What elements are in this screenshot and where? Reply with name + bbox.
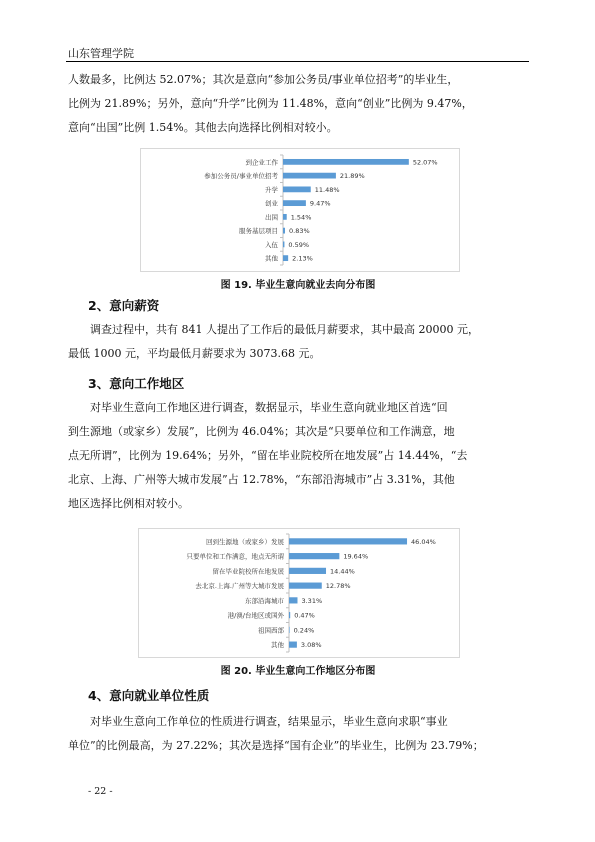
figure-caption-19: 图 19. 毕业生意向就业去向分布图 bbox=[220, 280, 376, 291]
data-label: 0.24% bbox=[293, 626, 315, 635]
data-label: 19.64% bbox=[343, 552, 369, 561]
bar bbox=[283, 214, 287, 220]
text-line: 地区选择比例相对较小。 bbox=[68, 497, 189, 510]
data-label: 3.08% bbox=[300, 641, 322, 650]
chart-frame-20 bbox=[138, 528, 460, 658]
text-line: 对毕业生意向工作地区进行调查，数据显示，毕业生意向就业地区首选“回 bbox=[90, 401, 448, 414]
data-label: 14.44% bbox=[330, 567, 355, 576]
text-line: 对毕业生意向工作单位的性质进行调查，结果显示，毕业生意向求职“事业 bbox=[90, 715, 448, 728]
bar bbox=[283, 173, 336, 179]
data-label: 12.78% bbox=[325, 582, 351, 591]
data-label: 9.47% bbox=[309, 199, 331, 208]
destination-bar-chart bbox=[141, 149, 459, 271]
data-label: 52.07% bbox=[412, 158, 438, 167]
category-label: 回到生源地（或家乡）发展 bbox=[206, 537, 284, 546]
text-line: 北京、上海、广州等大城市发展”占 12.78%，“东部沿海城市”占 3.31%，其他 bbox=[68, 473, 455, 486]
category-label: 其他 bbox=[265, 254, 278, 263]
data-label: 3.31% bbox=[301, 596, 323, 605]
category-label: 东部沿海城市 bbox=[245, 596, 284, 605]
category-label: 出国 bbox=[265, 213, 278, 222]
section-heading-salary: 2、意向薪资 bbox=[88, 298, 160, 313]
text-line: 点无所谓”，比例为 19.64%；另外，“留在毕业院校所在地发展”占 14.44%，“去 bbox=[68, 449, 468, 462]
category-label: 其他 bbox=[271, 641, 284, 650]
category-label: 服务基层项目 bbox=[239, 227, 278, 236]
section-heading-unit-type: 4、意向就业单位性质 bbox=[88, 688, 210, 703]
bar bbox=[289, 583, 322, 589]
page-number: - 22 - bbox=[88, 786, 113, 797]
category-label: 港/澳/台地区或国外 bbox=[227, 611, 284, 620]
text-line: 到生源地（或家乡）发展”，比例为 46.04%；其次是“只要单位和工作满意，地 bbox=[68, 425, 455, 438]
category-label: 到企业工作 bbox=[245, 158, 278, 167]
category-label: 参加公务员/事业单位招考 bbox=[204, 172, 278, 181]
category-label: 入伍 bbox=[265, 240, 278, 249]
bar bbox=[283, 159, 409, 165]
bar bbox=[289, 612, 290, 618]
bar bbox=[289, 597, 297, 603]
category-label: 只要单位和工作满意，地点无所谓 bbox=[186, 552, 284, 561]
category-label: 升学 bbox=[265, 185, 278, 194]
header-rule bbox=[66, 61, 529, 62]
bar bbox=[283, 228, 285, 234]
bar bbox=[283, 255, 288, 261]
header-title: 山东管理学院 bbox=[68, 47, 134, 60]
data-label: 46.04% bbox=[411, 537, 436, 546]
data-label: 21.89% bbox=[339, 172, 365, 181]
category-label: 去北京.上海.广州等大城市发展 bbox=[195, 582, 284, 591]
category-label: 留在毕业院校所在地发展 bbox=[212, 567, 284, 576]
data-label: 0.47% bbox=[294, 611, 315, 620]
bar bbox=[289, 538, 407, 544]
bar bbox=[289, 627, 290, 633]
region-bar-chart bbox=[139, 529, 459, 657]
data-label: 0.83% bbox=[289, 227, 310, 236]
text-line: 单位”的比例最高，为 27.22%；其次是选择“国有企业”的毕业生，比例为 23.79%； bbox=[68, 739, 484, 752]
text-line: 调查过程中，共有 841 人提出了工作后的最低月薪要求，其中最高 20000 元， bbox=[90, 323, 479, 336]
bar bbox=[289, 553, 339, 559]
bar bbox=[283, 200, 306, 206]
data-label: 2.13% bbox=[292, 254, 313, 263]
data-label: 11.48% bbox=[314, 185, 340, 194]
chart-frame-19 bbox=[140, 148, 460, 272]
text-line: 人数最多，比例达 52.07%；其次是意向“参加公务员/事业单位招考”的毕业生， bbox=[68, 73, 459, 86]
bar bbox=[283, 186, 311, 192]
figure-caption-20: 图 20. 毕业生意向工作地区分布图 bbox=[220, 666, 376, 677]
section-heading-region: 3、意向工作地区 bbox=[88, 376, 185, 391]
bar bbox=[289, 568, 326, 574]
text-line: 最低 1000 元，平均最低月薪要求为 3073.68 元。 bbox=[68, 347, 321, 360]
category-label: 创业 bbox=[265, 199, 278, 208]
category-label: 祖国西部 bbox=[258, 626, 284, 635]
bar bbox=[283, 241, 284, 247]
text-line: 意向“出国”比例 1.54%。其他去向选择比例相对较小。 bbox=[68, 121, 338, 134]
data-label: 1.54% bbox=[290, 213, 312, 222]
data-label: 0.59% bbox=[288, 240, 310, 249]
text-line: 比例为 21.89%；另外，意向“升学”比例为 11.48%，意向“创业”比例为 9.47%， bbox=[68, 97, 473, 110]
bar bbox=[289, 642, 297, 648]
